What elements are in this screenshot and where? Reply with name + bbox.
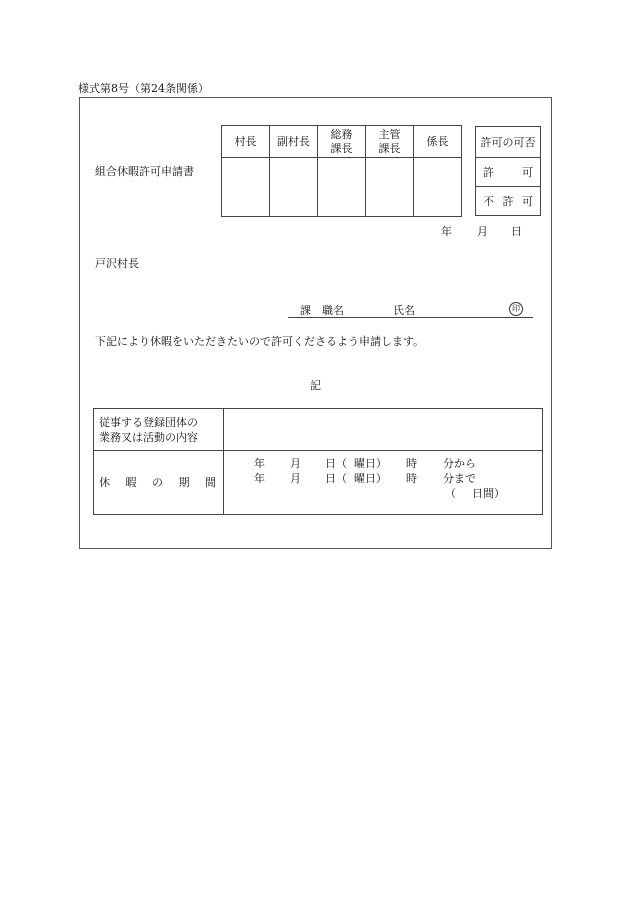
approval-stamp-cell	[414, 158, 462, 217]
approval-header-village-head: 村長	[222, 126, 270, 158]
days-count: 日間）	[472, 487, 505, 500]
activity-field	[224, 409, 543, 451]
date-year: 年	[441, 225, 452, 238]
approval-stamp-cell	[270, 158, 318, 217]
permission-deny: 不 許 可	[476, 187, 541, 216]
permission-grant: 許 可	[476, 158, 541, 187]
date-day: 日	[511, 225, 522, 238]
from-hour: 時	[406, 457, 417, 470]
approval-header-responsible-chief: 主管 課長	[366, 126, 414, 158]
approval-header-general-affairs: 総務 課長	[318, 126, 366, 158]
approval-stamp-cell	[366, 158, 414, 217]
approval-stamp-cell	[318, 158, 366, 217]
approval-header-deputy-head: 副村長	[270, 126, 318, 158]
applicant-name: 氏名	[393, 304, 415, 317]
ki-heading: 記	[310, 379, 321, 392]
from-weekday: 曜日）	[354, 457, 387, 470]
from-month: 月	[290, 457, 301, 470]
seal-icon: 印	[509, 302, 523, 316]
activity-label: 従事する登録団体の 業務又は活動の内容	[94, 409, 224, 451]
from-minute: 分から	[443, 457, 476, 470]
from-year: 年	[254, 457, 265, 470]
approval-table	[221, 125, 462, 217]
applicant-dept: 課	[300, 304, 311, 317]
to-month: 月	[290, 472, 301, 485]
to-minute: 分まで	[443, 472, 476, 485]
form-title: 組合休暇許可申請書	[95, 165, 194, 178]
form-number: 様式第8号（第24条関係）	[78, 82, 209, 95]
approval-header-section-chief: 係長	[414, 126, 462, 158]
details-table	[93, 408, 543, 515]
period-label: 休 暇 の 期 間	[94, 451, 224, 515]
approval-stamp-cell	[222, 158, 270, 217]
to-year: 年	[254, 472, 265, 485]
date-month: 月	[477, 225, 488, 238]
applicant-position: 職名	[322, 304, 344, 317]
from-day: 日（	[325, 457, 347, 470]
to-weekday: 曜日）	[354, 472, 387, 485]
addressee: 戸沢村長	[95, 257, 139, 270]
to-hour: 時	[406, 472, 417, 485]
days-open: （	[445, 487, 456, 500]
period-field	[224, 451, 543, 515]
signature-line	[288, 317, 533, 318]
to-day: 日（	[325, 472, 347, 485]
permission-table	[475, 126, 541, 216]
request-text: 下記により休暇をいただきたいので許可くださるよう申請します。	[95, 335, 425, 348]
permission-header: 許可の可否	[476, 127, 541, 158]
